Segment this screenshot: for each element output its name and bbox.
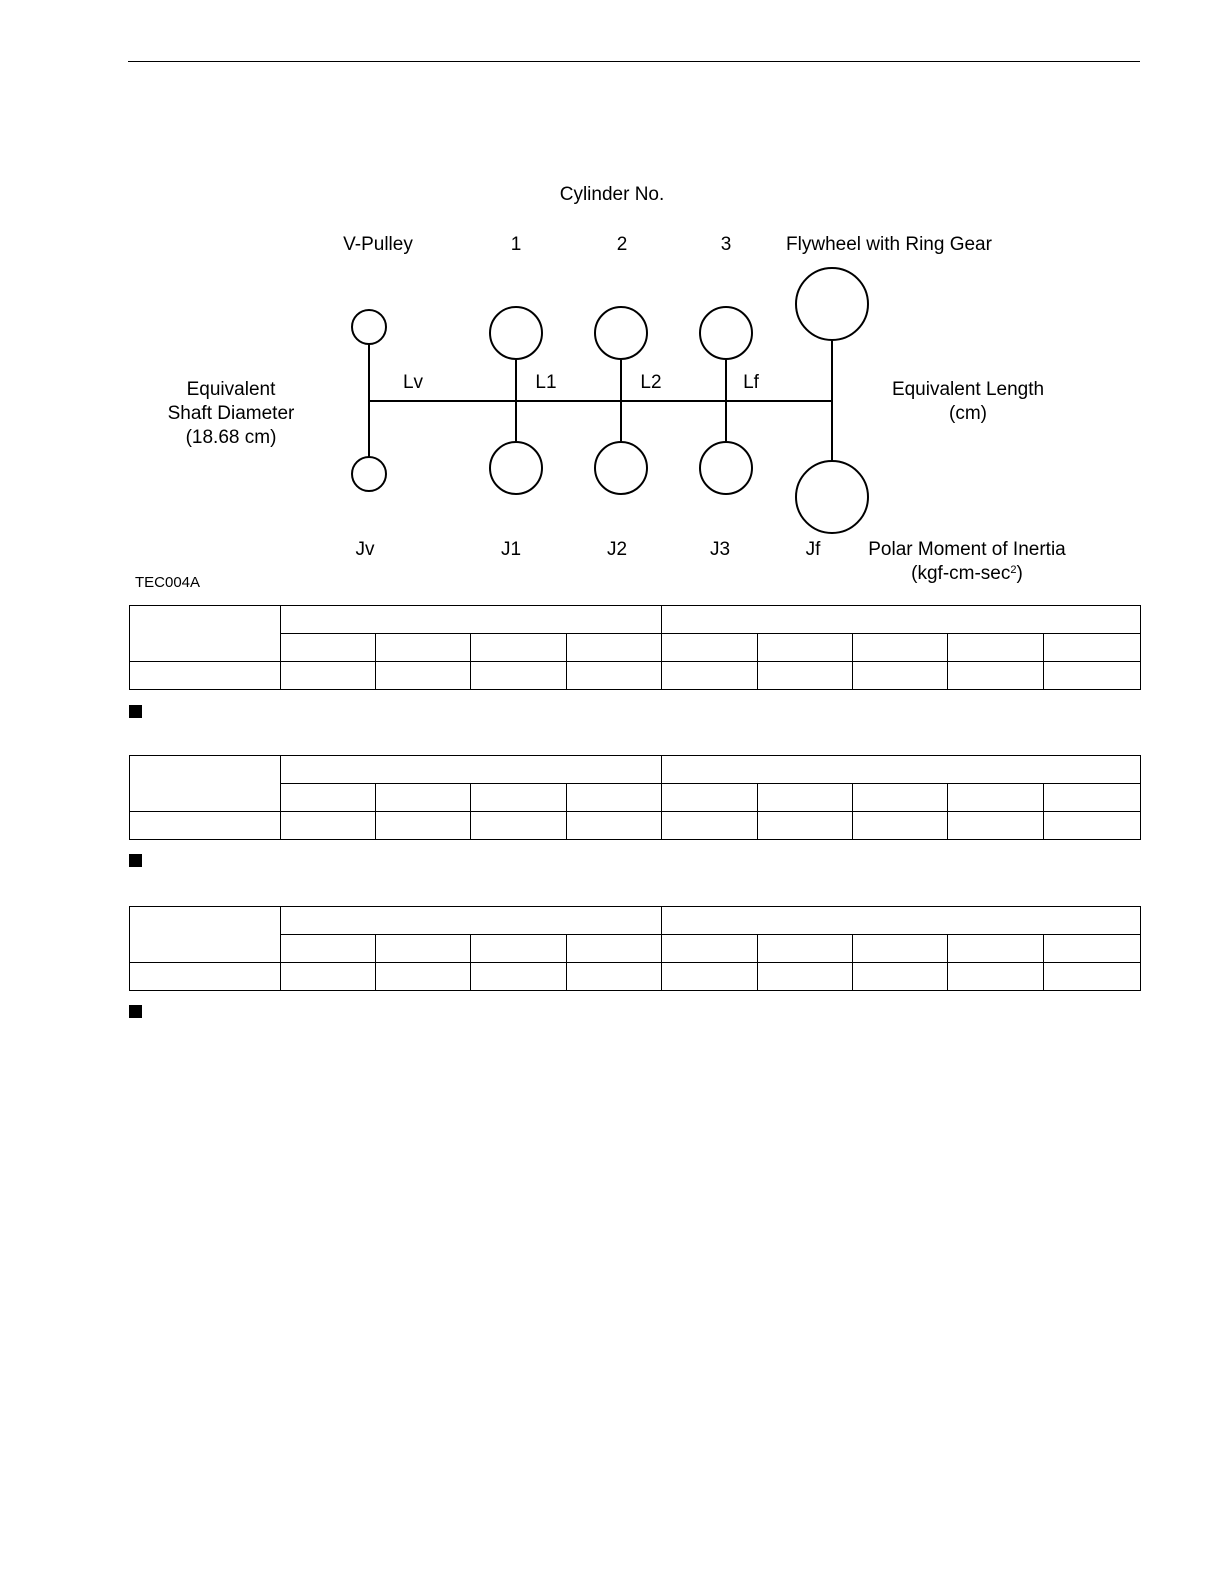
equivalent-diameter-caption-line3: (18.68 cm) (185, 427, 277, 448)
polar-moment-unit-sup: 2 (1010, 564, 1017, 576)
cyl2-upper-mass (595, 307, 647, 359)
table-cell (471, 963, 567, 991)
table-cell (853, 935, 948, 963)
table-cell (376, 935, 471, 963)
table-cell (1044, 963, 1141, 991)
table-cell (1044, 935, 1141, 963)
table-cell (853, 812, 948, 840)
equivalent-diameter-caption-line2: Shaft Diameter (167, 403, 295, 424)
table-cell (948, 812, 1044, 840)
polar-moment-unit-pre: (kgf-cm-sec (911, 563, 1011, 584)
j3-label: J3 (709, 539, 731, 560)
table-cell (758, 634, 853, 662)
pulley-upper-disc (352, 310, 386, 344)
table-cell (281, 606, 662, 634)
table-cell (948, 963, 1044, 991)
table-cell (471, 634, 567, 662)
table-cell (130, 907, 281, 963)
table-cell (281, 907, 662, 935)
table-cell (281, 756, 662, 784)
table-row (130, 662, 1141, 690)
table-cell (662, 812, 758, 840)
bullet-square (129, 854, 142, 867)
polar-moment-caption-line1: Polar Moment of Inertia (868, 539, 1066, 560)
table-cell (376, 634, 471, 662)
table-cell (1044, 784, 1141, 812)
cylinder-1-label: 1 (510, 234, 522, 255)
cyl1-lower-mass (490, 442, 542, 494)
lv-label: Lv (402, 372, 424, 393)
table-cell (567, 935, 662, 963)
table-cell (1044, 662, 1141, 690)
table-cell (281, 812, 376, 840)
table-cell (758, 812, 853, 840)
table-cell (567, 634, 662, 662)
table-cell (758, 784, 853, 812)
table-cell (471, 784, 567, 812)
table-cell (376, 812, 471, 840)
table-row (130, 634, 1141, 662)
table-cell (1044, 634, 1141, 662)
spec-table-2 (129, 755, 1141, 840)
table-row (130, 784, 1141, 812)
torsional-vibration-diagram (0, 0, 1224, 600)
table-cell (948, 662, 1044, 690)
equivalent-length-caption-line1: Equivalent Length (891, 379, 1045, 400)
table-cell (567, 662, 662, 690)
table-cell (567, 784, 662, 812)
table-row (130, 812, 1141, 840)
table-cell (376, 963, 471, 991)
table-cell (130, 606, 281, 662)
flywheel-upper-mass (796, 268, 868, 340)
table-cell (948, 784, 1044, 812)
table-cell (662, 756, 1141, 784)
equivalent-length-caption-line2: (cm) (949, 403, 987, 424)
lf-label: Lf (743, 372, 759, 393)
table-cell (130, 812, 281, 840)
table-cell (376, 784, 471, 812)
table-cell (758, 662, 853, 690)
l2-label: L2 (640, 372, 662, 393)
cyl1-upper-mass (490, 307, 542, 359)
table-cell (281, 784, 376, 812)
polar-moment-caption-line2 (911, 563, 1023, 584)
bullet-square (129, 1005, 142, 1018)
table-cell (662, 662, 758, 690)
spec-table-3 (129, 906, 1141, 991)
jv-label: Jv (355, 539, 375, 560)
cylinder-3-label: 3 (720, 234, 732, 255)
table-row (130, 907, 1141, 935)
j1-label: J1 (500, 539, 522, 560)
table-cell (948, 935, 1044, 963)
jf-label: Jf (805, 539, 821, 560)
table-cell (758, 963, 853, 991)
l1-label: L1 (535, 372, 557, 393)
polar-moment-unit-post: ) (1016, 563, 1023, 584)
table-cell (662, 935, 758, 963)
table-cell (853, 784, 948, 812)
table-cell (130, 963, 281, 991)
flywheel-lower-mass (796, 461, 868, 533)
cyl3-lower-mass (700, 442, 752, 494)
table-cell (281, 963, 376, 991)
table-cell (1044, 812, 1141, 840)
cyl3-upper-mass (700, 307, 752, 359)
table-cell (281, 634, 376, 662)
table-cell (471, 812, 567, 840)
table-cell (471, 662, 567, 690)
table-row (130, 606, 1141, 634)
table-cell (130, 662, 281, 690)
table-cell (758, 935, 853, 963)
table-cell (281, 935, 376, 963)
table-row (130, 935, 1141, 963)
table-cell (567, 963, 662, 991)
table-cell (853, 634, 948, 662)
table-cell (130, 756, 281, 812)
table-row (130, 756, 1141, 784)
table-cell (281, 662, 376, 690)
table-cell (662, 606, 1141, 634)
table-cell (662, 784, 758, 812)
table-cell (662, 634, 758, 662)
cylinder-no-heading: Cylinder No. (559, 184, 665, 205)
v-pulley-label: V-Pulley (343, 234, 413, 255)
j2-label: J2 (606, 539, 628, 560)
cyl2-lower-mass (595, 442, 647, 494)
pulley-lower-disc (352, 457, 386, 491)
table-cell (376, 662, 471, 690)
table-cell (567, 812, 662, 840)
table-cell (853, 662, 948, 690)
table-cell (471, 935, 567, 963)
table-cell (948, 634, 1044, 662)
spec-table-1 (129, 605, 1141, 690)
bullet-square (129, 705, 142, 718)
flywheel-label: Flywheel with Ring Gear (786, 234, 992, 255)
table-cell (853, 963, 948, 991)
figure-code: TEC004A (135, 574, 201, 591)
table-row (130, 963, 1141, 991)
equivalent-diameter-caption-line1: Equivalent (186, 379, 276, 400)
cylinder-2-label: 2 (616, 234, 628, 255)
table-cell (662, 907, 1141, 935)
table-cell (662, 963, 758, 991)
